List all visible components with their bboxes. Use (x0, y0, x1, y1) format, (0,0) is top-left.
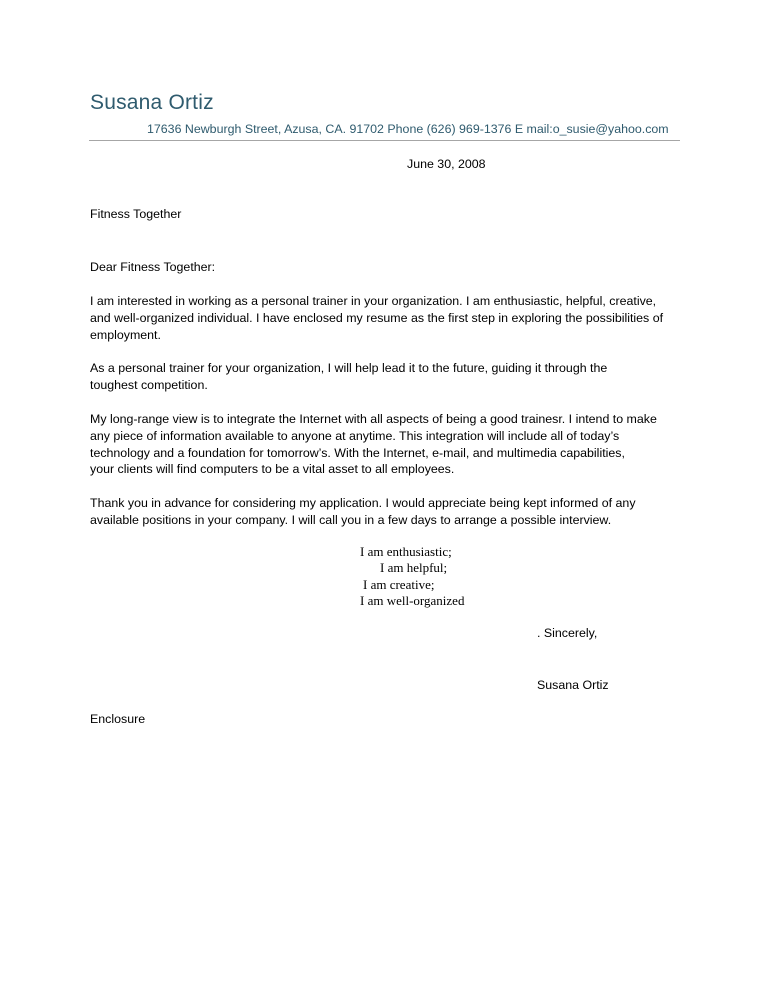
paragraph-line: As a personal trainer for your organization, I will help lead it to the future, guiding it through the (90, 361, 608, 375)
paragraph-4 (90, 495, 690, 529)
closing: . Sincerely, (537, 626, 598, 640)
paragraph-3 (90, 411, 690, 478)
paragraph-line: My long-range view is to integrate the Internet with all aspects of being a good trainesr. I intend to make (90, 412, 657, 426)
paragraph-line: and well-organized individual. I have enclosed my resume as the first step in exploring the possibilities of (90, 310, 664, 325)
letter-date: June 30, 2008 (407, 157, 486, 171)
salutation: Dear Fitness Together: (90, 260, 216, 274)
signature-name: Susana Ortiz (537, 678, 609, 692)
paragraph-line: Thank you in advance for considering my application. I would appreciate being kept informed of any (90, 496, 636, 510)
paragraph-line: technology and a foundation for tomorrow’s. With the Internet, e-mail, and multimedia capabilities, (90, 445, 625, 460)
paragraph-line: employment. (90, 327, 161, 342)
paragraph-line: toughest competition. (90, 377, 208, 392)
paragraph-line: available positions in your company. I will call you in a few days to arrange a possible interview. (90, 512, 612, 527)
paragraph-line: your clients will find computers to be a vital asset to all employees. (90, 462, 455, 477)
trait-line: I am creative; (363, 577, 435, 592)
enclosure-note: Enclosure (90, 712, 146, 726)
sender-contact-line: 17636 Newburgh Street, Azusa, CA. 91702 Phone (626) 969-1376 E mail:o_susie@yahoo.com (147, 122, 669, 136)
header-divider (89, 140, 680, 141)
paragraph-2 (90, 360, 690, 394)
paragraph-line: I am interested in working as a personal trainer in your organization. I am enthusiastic, helpful, creative, (90, 294, 657, 308)
paragraph-line: any piece of information available to anyone at anytime. This integration will include all of today’s (90, 428, 620, 443)
trait-line: I am enthusiastic; (360, 544, 452, 559)
sender-name: Susana Ortiz (90, 91, 214, 114)
trait-line: I am well-organized (360, 593, 465, 608)
trait-line: I am helpful; (380, 560, 448, 575)
paragraph-1 (90, 293, 690, 343)
recipient-name: Fitness Together (90, 207, 182, 221)
